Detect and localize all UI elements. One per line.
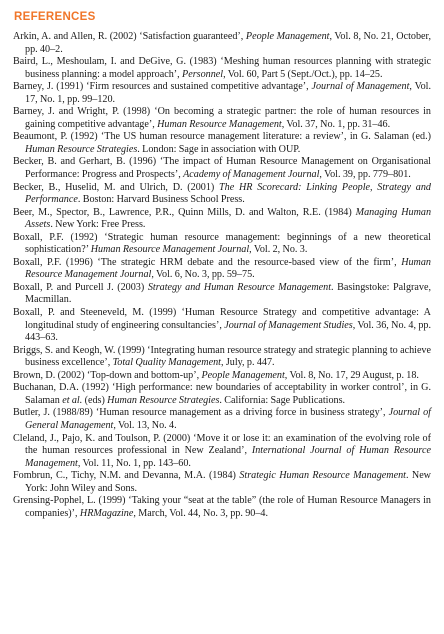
reference-text: , March, Vol. 44, No. 3, pp. 90–4. [133, 507, 268, 519]
reference-text: . Boston: Harvard Business School Press. [77, 194, 245, 206]
reference-title-italic: Human Resource Management [157, 118, 282, 130]
reference-title-italic: Personnel [182, 68, 224, 80]
reference-text: Brown, D. (2002) ‘Top-down and bottom-up’, [13, 369, 202, 381]
reference-entry [13, 382, 431, 407]
reference-text: , Vol. 8, No. 17, 29 August, p. 18. [284, 369, 419, 381]
reference-text: Becker, B., Huselid, M. and Ulrich, D. (2001) [13, 181, 220, 193]
reference-title-italic: Managing Human Assets [25, 206, 432, 231]
reference-text: , Vol. 39, pp. 779–801. [319, 169, 411, 181]
reference-text: Boxall, P.F. (1996) ‘The strategic HRM debate and the resource-based view of the firm’, [13, 256, 402, 268]
reference-title-italic: Human Resource Strategies [107, 394, 220, 406]
reference-entry [13, 407, 431, 432]
reference-text: Butler, J. (1988/89) ‘Human resource management as a driving force in business strategy’, [13, 407, 389, 419]
reference-entry [13, 56, 431, 81]
reference-text: , Vol. 13, No. 4. [113, 419, 177, 431]
reference-text: , Vol. 2, No. 3. [249, 244, 308, 256]
reference-text: Fombrun, C., Tichy, N.M. and Devanna, M.A. (1984) [13, 470, 240, 482]
reference-title-italic: Journal of General Management [25, 407, 431, 431]
reference-text: Buchanan, D.A. (1992) ‘High performance: new boundaries of acceptability in worker control’, in G. Salaman [13, 382, 431, 406]
reference-text: , Vol. 6, No. 3, pp. 59–75. [151, 269, 255, 281]
reference-title-italic: Human Resource Management Journal [25, 256, 431, 281]
reference-text: (eds) [82, 394, 108, 406]
reference-text: Boxall, P.F. (1992) ‘Strategic human resource management: beginnings of a new theoretical sophistication?’ [13, 231, 431, 256]
reference-title-italic: Human Resource Strategies [25, 143, 138, 155]
reference-text: . London: Sage in association with OUP. [137, 143, 301, 155]
reference-entry [13, 307, 431, 345]
reference-entry [13, 470, 431, 495]
reference-entry [13, 81, 431, 106]
reference-entry [13, 156, 431, 181]
reference-title-italic: Journal of Management Studies [224, 319, 353, 331]
reference-list [13, 31, 431, 520]
reference-text: Briggs, S. and Keogh, W. (1999) ‘Integrating human resource strategy and strategic planning to achieve business excellence’, [13, 344, 431, 369]
reference-title-italic: Journal of Management [311, 81, 410, 93]
reference-entry [13, 182, 431, 207]
reference-entry [13, 370, 431, 383]
reference-title-italic: International Journal of Human Resource Management [25, 445, 431, 469]
reference-title-italic: Strategic Human Resource Management [239, 470, 406, 482]
reference-text: , Vol. 8, No. 21, October, pp. 40–2. [25, 31, 432, 55]
reference-title-italic: Total Quality Management [112, 357, 221, 369]
reference-text: , Vol. 37, No. 1, pp. 31–46. [281, 118, 391, 130]
reference-title-italic: HRMagazine [79, 507, 134, 519]
reference-title-italic: People Management [201, 369, 285, 381]
reference-text: Barney, J. and Wright, P. (1998) ‘On becoming a strategic partner: the role of human resources in gaining competitive advantage’, [13, 106, 431, 130]
section-heading: REFERENCES [14, 11, 96, 23]
reference-text: . New York: John Wiley and Sons. [25, 470, 431, 494]
reference-entry [13, 282, 431, 307]
reference-text: Baird, L., Meshoulam, I. and DeGive, G. (1983) ‘Meshing human resources planning with strategic business planning: a model approach’, [13, 56, 431, 80]
reference-text: , July, p. 447. [220, 357, 275, 369]
reference-title-italic: Human Resource Management Journal [90, 244, 250, 256]
reference-title-italic: Strategy and Human Resource Management [147, 281, 332, 293]
reference-text: , Vol. 36, No. 4, pp. 443–63. [25, 319, 431, 344]
reference-entry [13, 207, 431, 232]
reference-title-italic: The HR Scorecard: Linking People, Strategy and Performance [25, 181, 431, 206]
reference-text: Becker, B. and Gerhart, B. (1996) ‘The impact of Human Resource Management on Organisational Performance: Progress and Prospects’, [13, 156, 431, 181]
reference-text: , Vol. 17, No. 1, pp. 99–120. [25, 81, 432, 105]
reference-title-italic: et al. [62, 394, 83, 406]
reference-text: , Vol. 60, Part 5 (Sept./Oct.), pp. 14–25. [223, 68, 383, 80]
reference-entry [13, 433, 431, 471]
reference-text: Grensing-Pophel, L. (1999) ‘Taking your “seat at the table” (the role of Human Resource Managers in companies)’, [13, 495, 431, 519]
reference-text: , Vol. 11, No. 1, pp. 143–60. [77, 457, 191, 469]
reference-text: . California: Sage Publications. [219, 394, 346, 406]
reference-title-italic: Academy of Management Journal [183, 169, 320, 181]
reference-text: Boxall, P. and Purcell J. (2003) [13, 281, 148, 293]
reference-text: . New York: Free Press. [50, 219, 146, 231]
reference-entry [13, 257, 431, 282]
reference-entry [13, 232, 431, 257]
reference-text: Arkin, A. and Allen, R. (2002) ‘Satisfaction guaranteed’, [13, 31, 246, 42]
reference-entry [13, 106, 431, 131]
reference-text: . Basingstoke: Palgrave, Macmillan. [25, 281, 431, 306]
reference-text: Beer, M., Spector, B., Lawrence, P.R., Quinn Mills, D. and Walton, R.E. (1984) [13, 206, 356, 218]
reference-title-italic: People Management [245, 31, 330, 42]
reference-entry [13, 31, 431, 56]
reference-text: Barney, J. (1991) ‘Firm resources and sustained competitive advantage’, [13, 81, 312, 93]
reference-entry [13, 495, 431, 520]
reference-entry [13, 131, 431, 156]
reference-text: Beaumont, P. (1992) ‘The US human resource management literature: a review’, in G. Salaman (ed.) [13, 131, 431, 143]
reference-text: Boxall, P. and Steeneveld, M. (1999) ‘Human Resource Strategy and competitive advantage: A longitudinal study of engineering consultancies’, [13, 307, 431, 331]
reference-text: Cleland, J., Pajo, K. and Toulson, P. (2000) ‘Move it or lose it: an examination of the evolving role of the human resources professional in New Zealand’, [13, 432, 431, 457]
reference-entry [13, 345, 431, 370]
